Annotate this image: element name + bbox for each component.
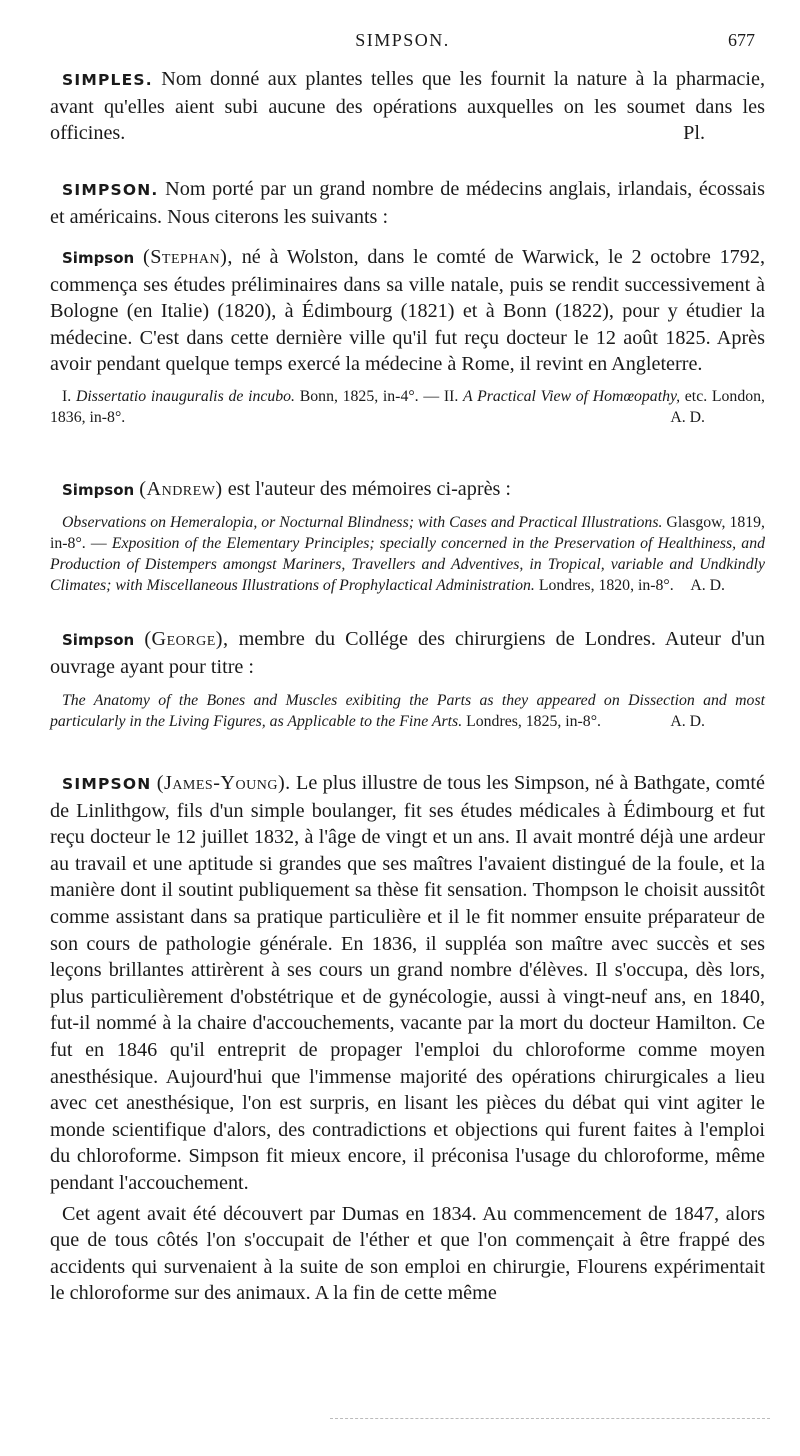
bibliography <box>50 512 765 596</box>
author-signature: A. D. <box>690 576 725 594</box>
ref-details: Londres, 1825, in-8°. <box>466 713 601 731</box>
page-number: 677 <box>728 30 755 50</box>
entry-heading: SIMPSON <box>62 775 152 793</box>
entry-heading: SIMPSON. <box>62 181 159 199</box>
entry-simpson-intro <box>50 176 765 230</box>
ref-title: Exposition of the Elementary Principles; specially concerned in the Preservation of Healthiness, and Production of Distempers amongst Mariners, Travellers and Adventives, in Tropical, variable and Undkindly Climates; with Miscellaneous Illustrations of Prophylactical Administration. <box>50 534 765 594</box>
ref-title: Observations on Hemeralopia, or Nocturnal Blindness; with Cases and Practical Illustrations. <box>62 513 663 531</box>
author-signature: Pl. <box>683 122 705 145</box>
running-head: SIMPSON. <box>355 30 450 50</box>
subentry-name: Simpson <box>62 481 135 499</box>
entry-james-paragraph-2 <box>50 1201 765 1307</box>
ref-details: Glasgow, 1819, in-8°. — <box>50 513 765 552</box>
ref-details: Bonn, 1825, in-4°. — II. <box>299 387 459 405</box>
ref-details: etc. London, 1836, in-8°. <box>50 387 765 426</box>
ref-title: Dissertatio inauguralis de incubo. <box>75 387 296 405</box>
entry-stephan <box>50 244 765 428</box>
ref-details: Londres, 1820, in-8°. <box>538 576 674 594</box>
subentry-given-name: (George), <box>144 628 229 650</box>
bibliography <box>50 690 765 732</box>
entry-george-paragraph <box>50 626 765 680</box>
subentry-text: est l'auteur des mémoires ci-après : <box>227 478 512 500</box>
entry-stephan-paragraph <box>50 244 765 378</box>
entry-text: Nom porté par un grand nombre de médecins anglais, irlandais, écossais et américains. Nous citerons les suivants : <box>50 178 765 228</box>
author-signature: A. D. <box>670 713 705 731</box>
entry-text: Nom donné aux plantes telles que les fournit la nature à la pharmacie, avant qu'elles aient subi aucune des opérations auxquelles on les soumet dans les officines. <box>50 68 766 145</box>
author-signature: A. D. <box>670 408 705 426</box>
entry-text: Cet agent avait été découvert par Dumas en 1834. Au commencement de 1847, alors que de tous côtés l'on s'occupait de l'éther et que l'on commençait à être frappé des accidents qui survenaient à la suite de son emploi en chirurgie, Flourens expérimentait le chloroforme sur des animaux. A la fin de cette même <box>50 1202 765 1305</box>
bibliography <box>50 386 765 428</box>
entry-andrew-paragraph <box>50 476 765 504</box>
entry-simples <box>50 66 765 147</box>
subentry-text: né à Wolston, dans le comté de Warwick, le 2 octobre 1792, commença ses études préliminaires dans sa ville natale, puis se rendit successivement à Bologne (en Italie) (1820), à Édimbourg (1821) et à Bonn (1822), pour y étudier la médecine. C'est dans cette dernière ville qu'il fut reçu docteur le 12 août 1825. Après avoir pendant quelque temps exercé la médecine à Rome, il revint en Angleterre. <box>50 246 765 376</box>
subentry-given-name: (Stephan), <box>142 246 233 268</box>
page-edge-marks <box>330 1418 770 1421</box>
ref-number: I. <box>62 387 72 405</box>
subentry-given-name: (James-Young). <box>156 772 291 794</box>
subentry-given-name: (Andrew) <box>139 478 223 500</box>
entry-heading: SIMPLES. <box>62 71 153 89</box>
ref-title: A Practical View of Homœopathy, <box>463 387 681 405</box>
entry-george <box>50 626 765 732</box>
entry-andrew <box>50 476 765 596</box>
entry-simpson-paragraph <box>50 176 765 230</box>
entry-text: Le plus illustre de tous les Simpson, né à Bathgate, comté de Linlithgow, fils d'un simple boulanger, fit ses études médicales à Édimbourg et fut reçu docteur le 12 juillet 1832, à l'âge de vingt et un ans. Il avait montré déjà une ardeur au travail et une aptitude si grandes que ses maîtres l'avaient distingué de la foule, et la manière dont il soutint publiquement sa thèse fit sensation. Thompson le choisit aussitôt comme assistant dans sa pratique particulière et il le fit nommer ensuite préparateur de son cours de pathologie générale. En 1836, il suppléa son maître avec succès et ses leçons brillantes attirèrent à ses cours un grand nombre d'élèves. Il s'occupa, dès lors, plus particulièrement d'obstétrique et de gynécologie, aussi à vingt-neuf ans, en 1840, fut-il nommé à la chaire d'accouchements, vacante par la mort du docteur Hamilton. Ce fut en 1846 qu'il entreprit de propager l'emploi du chloroforme comme moyen anesthésique. Aujourd'hui que l'immense majorité des opérations chirurgicales a lieu avec cet anesthésique, l'on est surpris, en lisant les pièces du débat qui vint agiter le monde scientifique d'alors, des contradictions et objections qui furent faites à l'emploi du chloroforme. Simpson fit mieux encore, il préconisa l'usage du chloroforme, même pendant l'accouchement. <box>50 772 765 1194</box>
subentry-name: Simpson <box>62 631 135 649</box>
entry-james-young <box>50 770 765 1307</box>
entry-james-paragraph <box>50 770 765 1197</box>
subentry-name: Simpson <box>62 249 135 267</box>
entry-simples-paragraph <box>50 66 765 147</box>
ref-title: The Anatomy of the Bones and Muscles exibiting the Parts as they appeared on Dissection and most particularly in the Living Figures, as Applicable to the Fine Arts. <box>50 692 765 731</box>
page-header <box>50 30 755 56</box>
subentry-text: membre du Collége des chirurgiens de Londres. Auteur d'un ouvrage ayant pour titre : <box>50 628 765 678</box>
